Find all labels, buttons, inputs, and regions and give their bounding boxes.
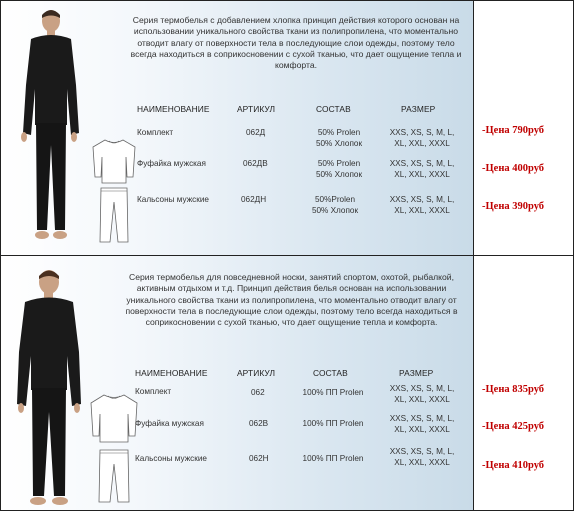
row-article: 062ДВ: [243, 159, 268, 168]
row-size: [381, 127, 463, 149]
composition-line: 50% Prolen: [317, 159, 361, 168]
price-label: -Цена 400руб: [482, 163, 545, 174]
composition-line: 50%Prolen: [314, 195, 356, 204]
row-name: Комплект: [137, 128, 174, 137]
size-line: XL, XXL, XXXL: [394, 170, 450, 179]
header-name: НАИМЕНОВАНИЕ: [135, 368, 208, 378]
row-name: Кальсоны мужские: [137, 195, 209, 204]
row-name: Фуфайка мужская: [135, 419, 204, 428]
header-name: НАИМЕНОВАНИЕ: [137, 104, 210, 114]
size-line: XXS, XS, S, M, L,: [389, 447, 455, 456]
row-size: [381, 446, 463, 468]
row-composition: 100% ПП Prolen: [302, 454, 364, 463]
header-size: РАЗМЕР: [399, 368, 434, 378]
row-size: [381, 158, 463, 180]
header-article: АРТИКУЛ: [237, 104, 276, 114]
row-article: 062Н: [249, 454, 269, 463]
row-composition: [301, 127, 377, 149]
product-description: Серия термобелья для повседневной носки, занятий спортом, охотой, рыбалкой, активным отдыхом и т.д. Принцип действия белья основан на использовании уникального свойства ткани из полипропилена, что моментально отводит влагу от поверхности тела в последующие слои одежды, поэтому тело всегда находиться в соприкосновении с сухой тканью, что дает ощущение тепла и комфорта.: [125, 272, 458, 328]
pants-outline-icon: [95, 448, 133, 504]
product-description: Серия термобелья с добавлением хлопка принцип действия которого основан на использовании уникального свойства ткани из полипропилена, что моментально отводит влагу от поверхности тела в последующие слои одежды, поэтому тело всегда находиться в соприкосновении с сухой тканью, что дает ощущение тепла и комфорта.: [130, 15, 462, 71]
row-article: 062Д: [246, 128, 266, 137]
row-size: [381, 194, 463, 216]
row-article: 062ДН: [241, 195, 267, 204]
row-composition: 100% ПП Prolen: [302, 419, 364, 428]
size-line: XL, XXL, XXXL: [394, 458, 450, 467]
model-photo-icon: [13, 5, 88, 245]
row-composition: [301, 158, 377, 180]
size-line: XXS, XS, S, M, L,: [389, 414, 455, 423]
row-size: [381, 413, 463, 435]
product-panel-polypropylene: [1, 256, 473, 510]
shirt-outline-icon: [89, 392, 139, 444]
row-composition: [297, 194, 373, 216]
size-line: XXS, XS, S, M, L,: [389, 195, 455, 204]
pants-outline-icon: [96, 186, 132, 244]
price-label: -Цена 410руб: [482, 460, 545, 471]
header-composition: СОСТАВ: [313, 368, 348, 378]
size-line: XL, XXL, XXXL: [394, 425, 450, 434]
header-article: АРТИКУЛ: [237, 368, 276, 378]
row-article: 062В: [249, 419, 269, 428]
product-panel-cotton: [1, 1, 473, 255]
size-line: XXS, XS, S, M, L,: [389, 159, 455, 168]
shirt-outline-icon: [91, 137, 137, 185]
size-line: XL, XXL, XXXL: [394, 206, 450, 215]
price-label: -Цена 835руб: [482, 384, 545, 395]
size-line: XL, XXL, XXXL: [394, 139, 450, 148]
composition-line: 50% Хлопок: [315, 139, 363, 148]
row-article: 062: [251, 388, 265, 397]
price-label: -Цена 425руб: [482, 421, 545, 432]
composition-line: 50% Хлопок: [315, 170, 363, 179]
row-name: Кальсоны мужские: [135, 454, 207, 463]
row-size: [381, 383, 463, 405]
row-composition: 100% ПП Prolen: [302, 388, 364, 397]
price-label: -Цена 790руб: [482, 125, 545, 136]
header-size: РАЗМЕР: [401, 104, 436, 114]
composition-line: 50% Prolen: [317, 128, 361, 137]
header-composition: СОСТАВ: [316, 104, 351, 114]
composition-line: 50% Хлопок: [311, 206, 359, 215]
row-name: Фуфайка мужская: [137, 159, 206, 168]
size-line: XXS, XS, S, M, L,: [389, 384, 455, 393]
size-line: XXS, XS, S, M, L,: [389, 128, 455, 137]
price-label: -Цена 390руб: [482, 201, 545, 212]
row-name: Комплект: [135, 387, 172, 396]
size-line: XL, XXL, XXXL: [394, 395, 450, 404]
model-photo-icon: [9, 264, 89, 509]
